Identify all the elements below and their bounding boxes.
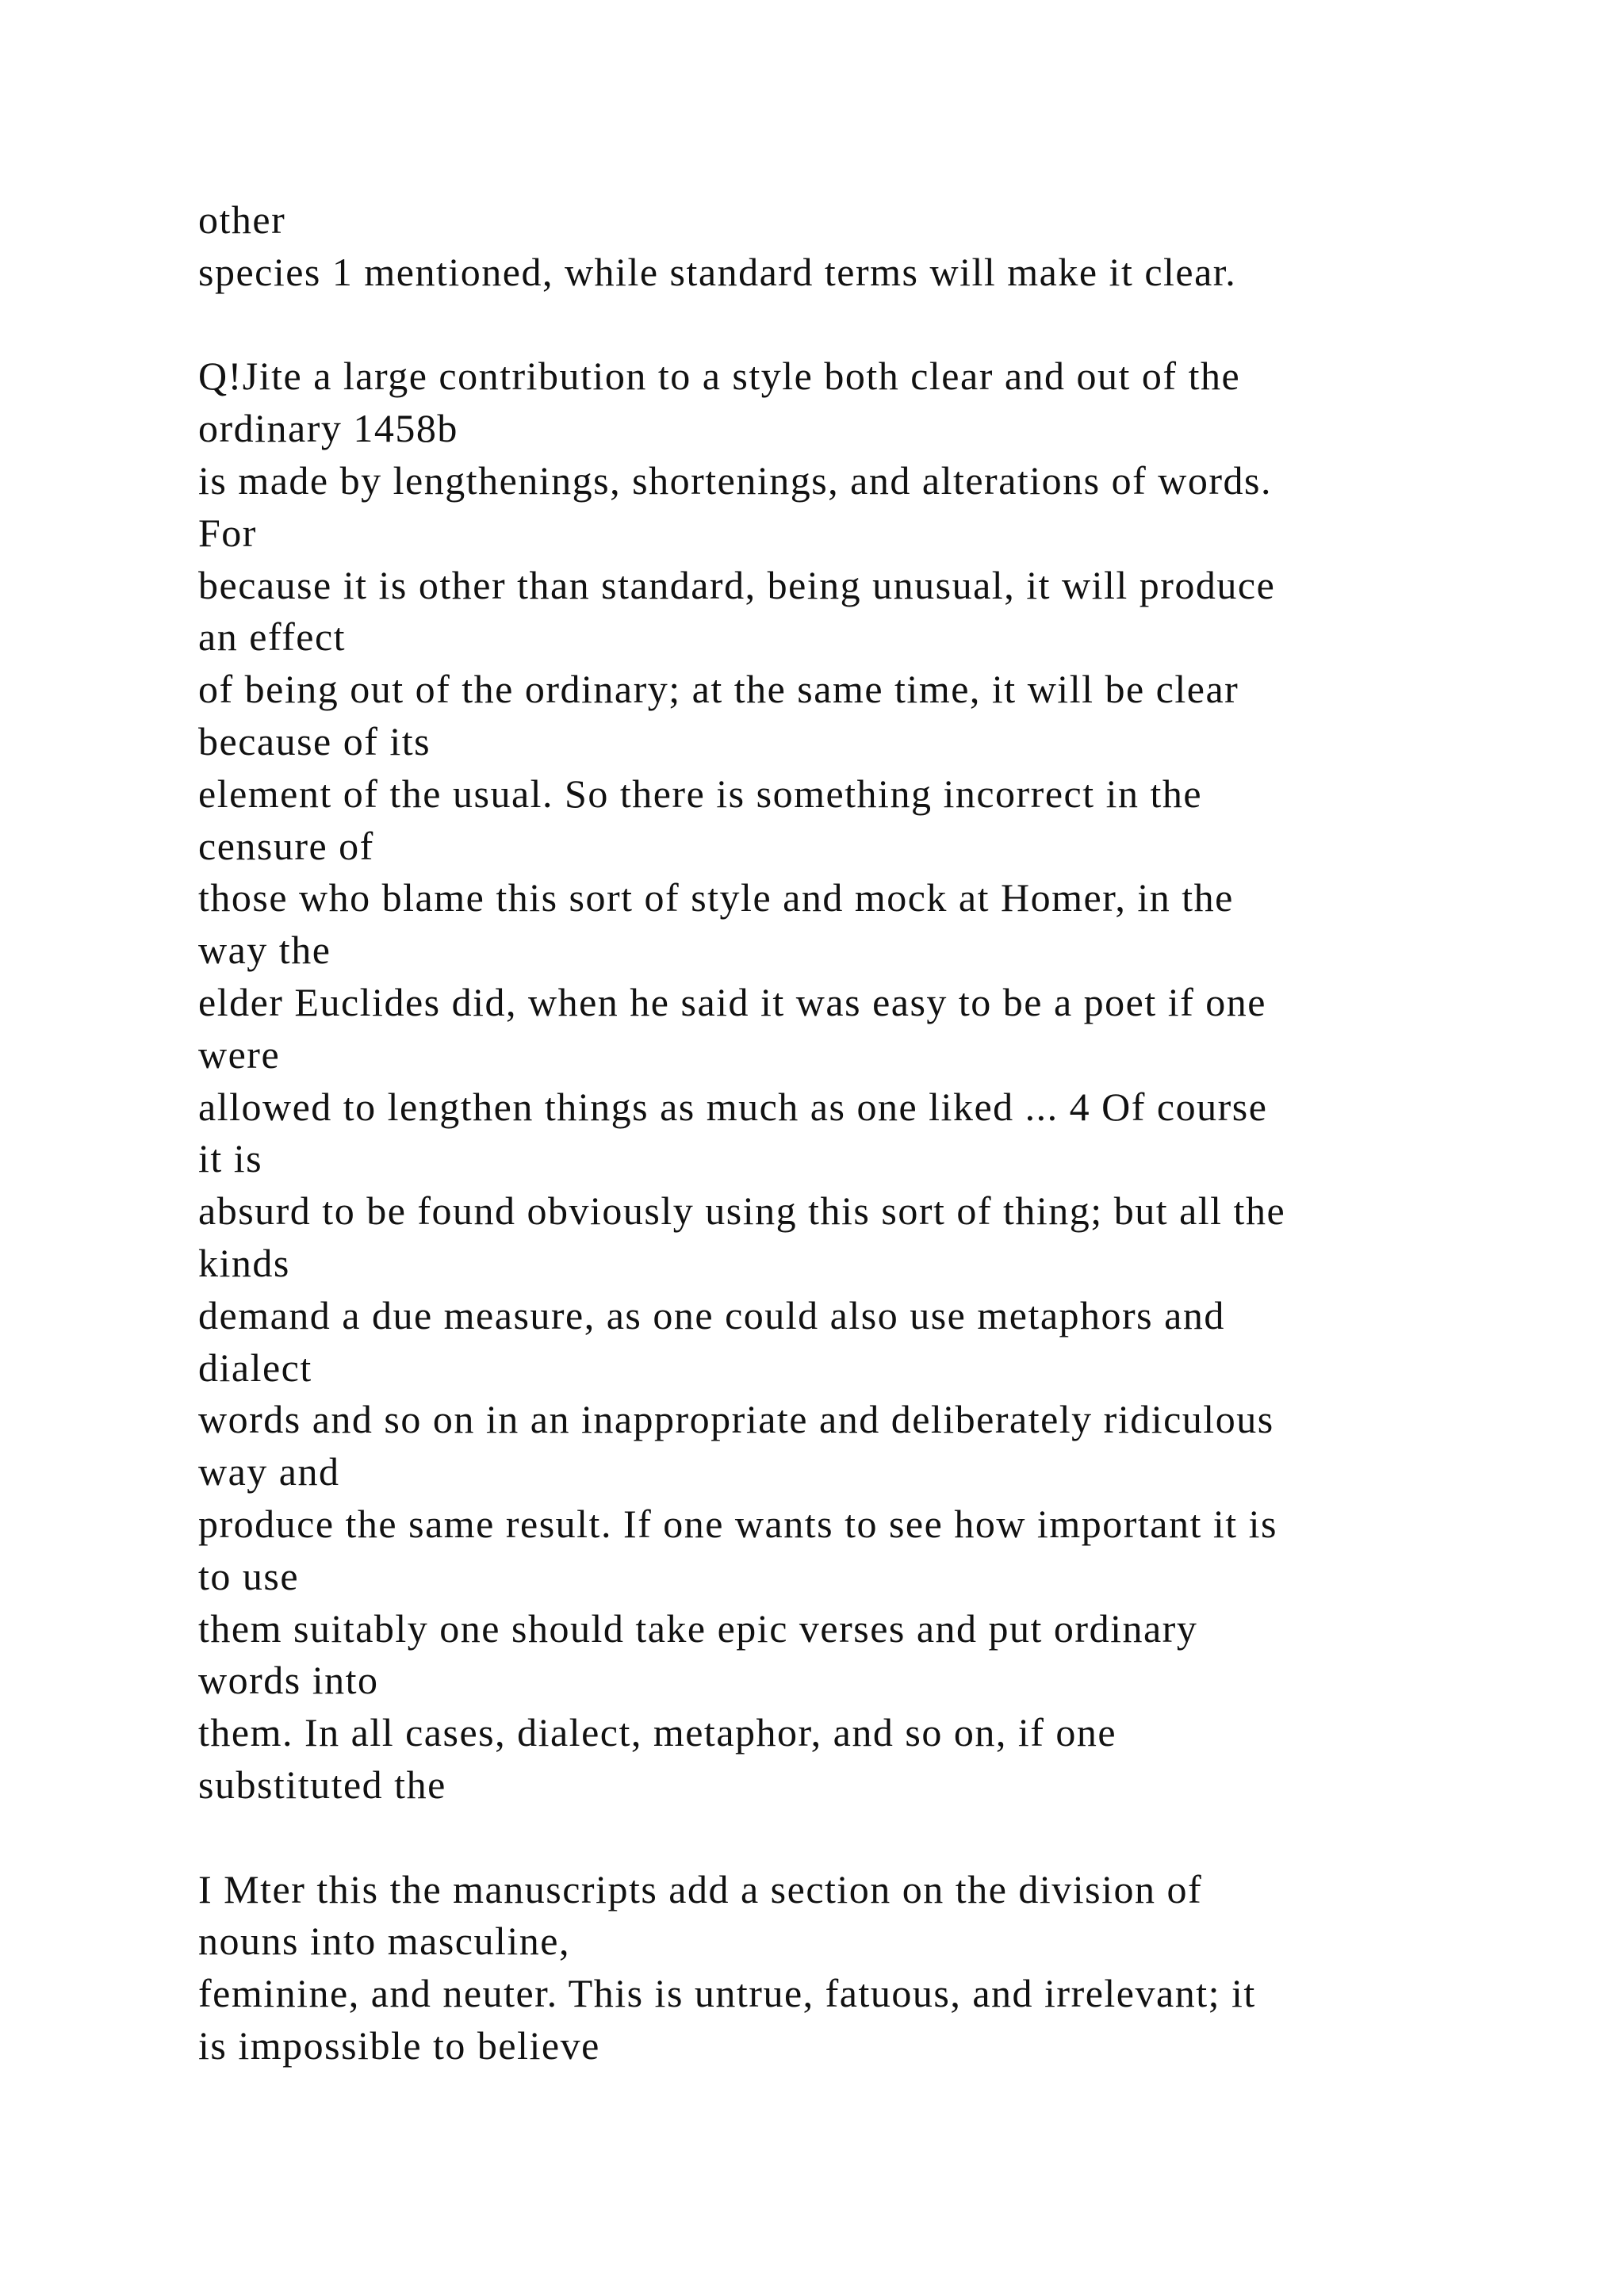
text-line: is made by lengthenings, shortenings, and alterations of words. <box>198 457 1272 503</box>
text-line: it is <box>198 1136 263 1181</box>
text-line: other <box>198 197 286 242</box>
text-line: elder Euclides did, when he said it was easy to be a poet if one <box>198 979 1267 1024</box>
text-line: absurd to be found obviously using this sort of thing; but all the <box>198 1188 1286 1234</box>
text-line: For <box>198 510 257 555</box>
paragraph-gap <box>198 1812 1507 1864</box>
text-line: them. In all cases, dialect, metaphor, and so on, if one <box>198 1710 1117 1755</box>
text-line: them suitably one should take epic verses and put ordinary <box>198 1605 1198 1651</box>
text-line: way the <box>198 928 331 973</box>
text-line: dialect <box>198 1345 312 1390</box>
text-line: kinds <box>198 1240 290 1285</box>
text-line: produce the same result. If one wants to see how important it is <box>198 1501 1277 1546</box>
text-line: Q!Jite a large contribution to a style both clear and out of the <box>198 354 1241 399</box>
text-line: those who blame this sort of style and mock at Homer, in the <box>198 875 1234 920</box>
text-line: ordinary 1458b <box>198 406 458 451</box>
text-line: were <box>198 1031 281 1077</box>
text-line: feminine, and neuter. This is untrue, fatuous, and irrelevant; it <box>198 1971 1256 2016</box>
text-line: because of its <box>198 718 431 763</box>
text-line: substituted the <box>198 1762 446 1807</box>
text-line: censure of <box>198 823 374 868</box>
text-line: element of the usual. So there is something incorrect in the <box>198 771 1203 816</box>
text-line: way and <box>198 1449 340 1494</box>
text-line: is impossible to believe <box>198 2022 600 2068</box>
text-line: nouns into masculine, <box>198 1919 570 1964</box>
text-line: an effect <box>198 614 347 660</box>
text-line: words into <box>198 1658 379 1703</box>
paragraph-1 <box>198 194 1507 299</box>
text-line: words and so on in an inappropriate and deliberately ridiculous <box>198 1397 1274 1442</box>
text-line: allowed to lengthen things as much as one liked ... 4 Of course <box>198 1084 1268 1129</box>
text-line: because it is other than standard, being unusual, it will produce <box>198 562 1276 607</box>
text-line: demand a due measure, as one could also use metaphors and <box>198 1292 1225 1337</box>
text-line: species 1 mentioned, while standard terms will make it clear. <box>198 249 1237 294</box>
text-line: I Mter this the manuscripts add a section on the division of <box>198 1866 1203 1911</box>
paragraph-2 <box>198 350 1507 1811</box>
document-text <box>198 194 1507 2072</box>
text-line: to use <box>198 1553 300 1598</box>
footnote-paragraph <box>198 1864 1507 2072</box>
paragraph-gap <box>198 299 1507 351</box>
text-line: of being out of the ordinary; at the same time, it will be clear <box>198 667 1239 712</box>
